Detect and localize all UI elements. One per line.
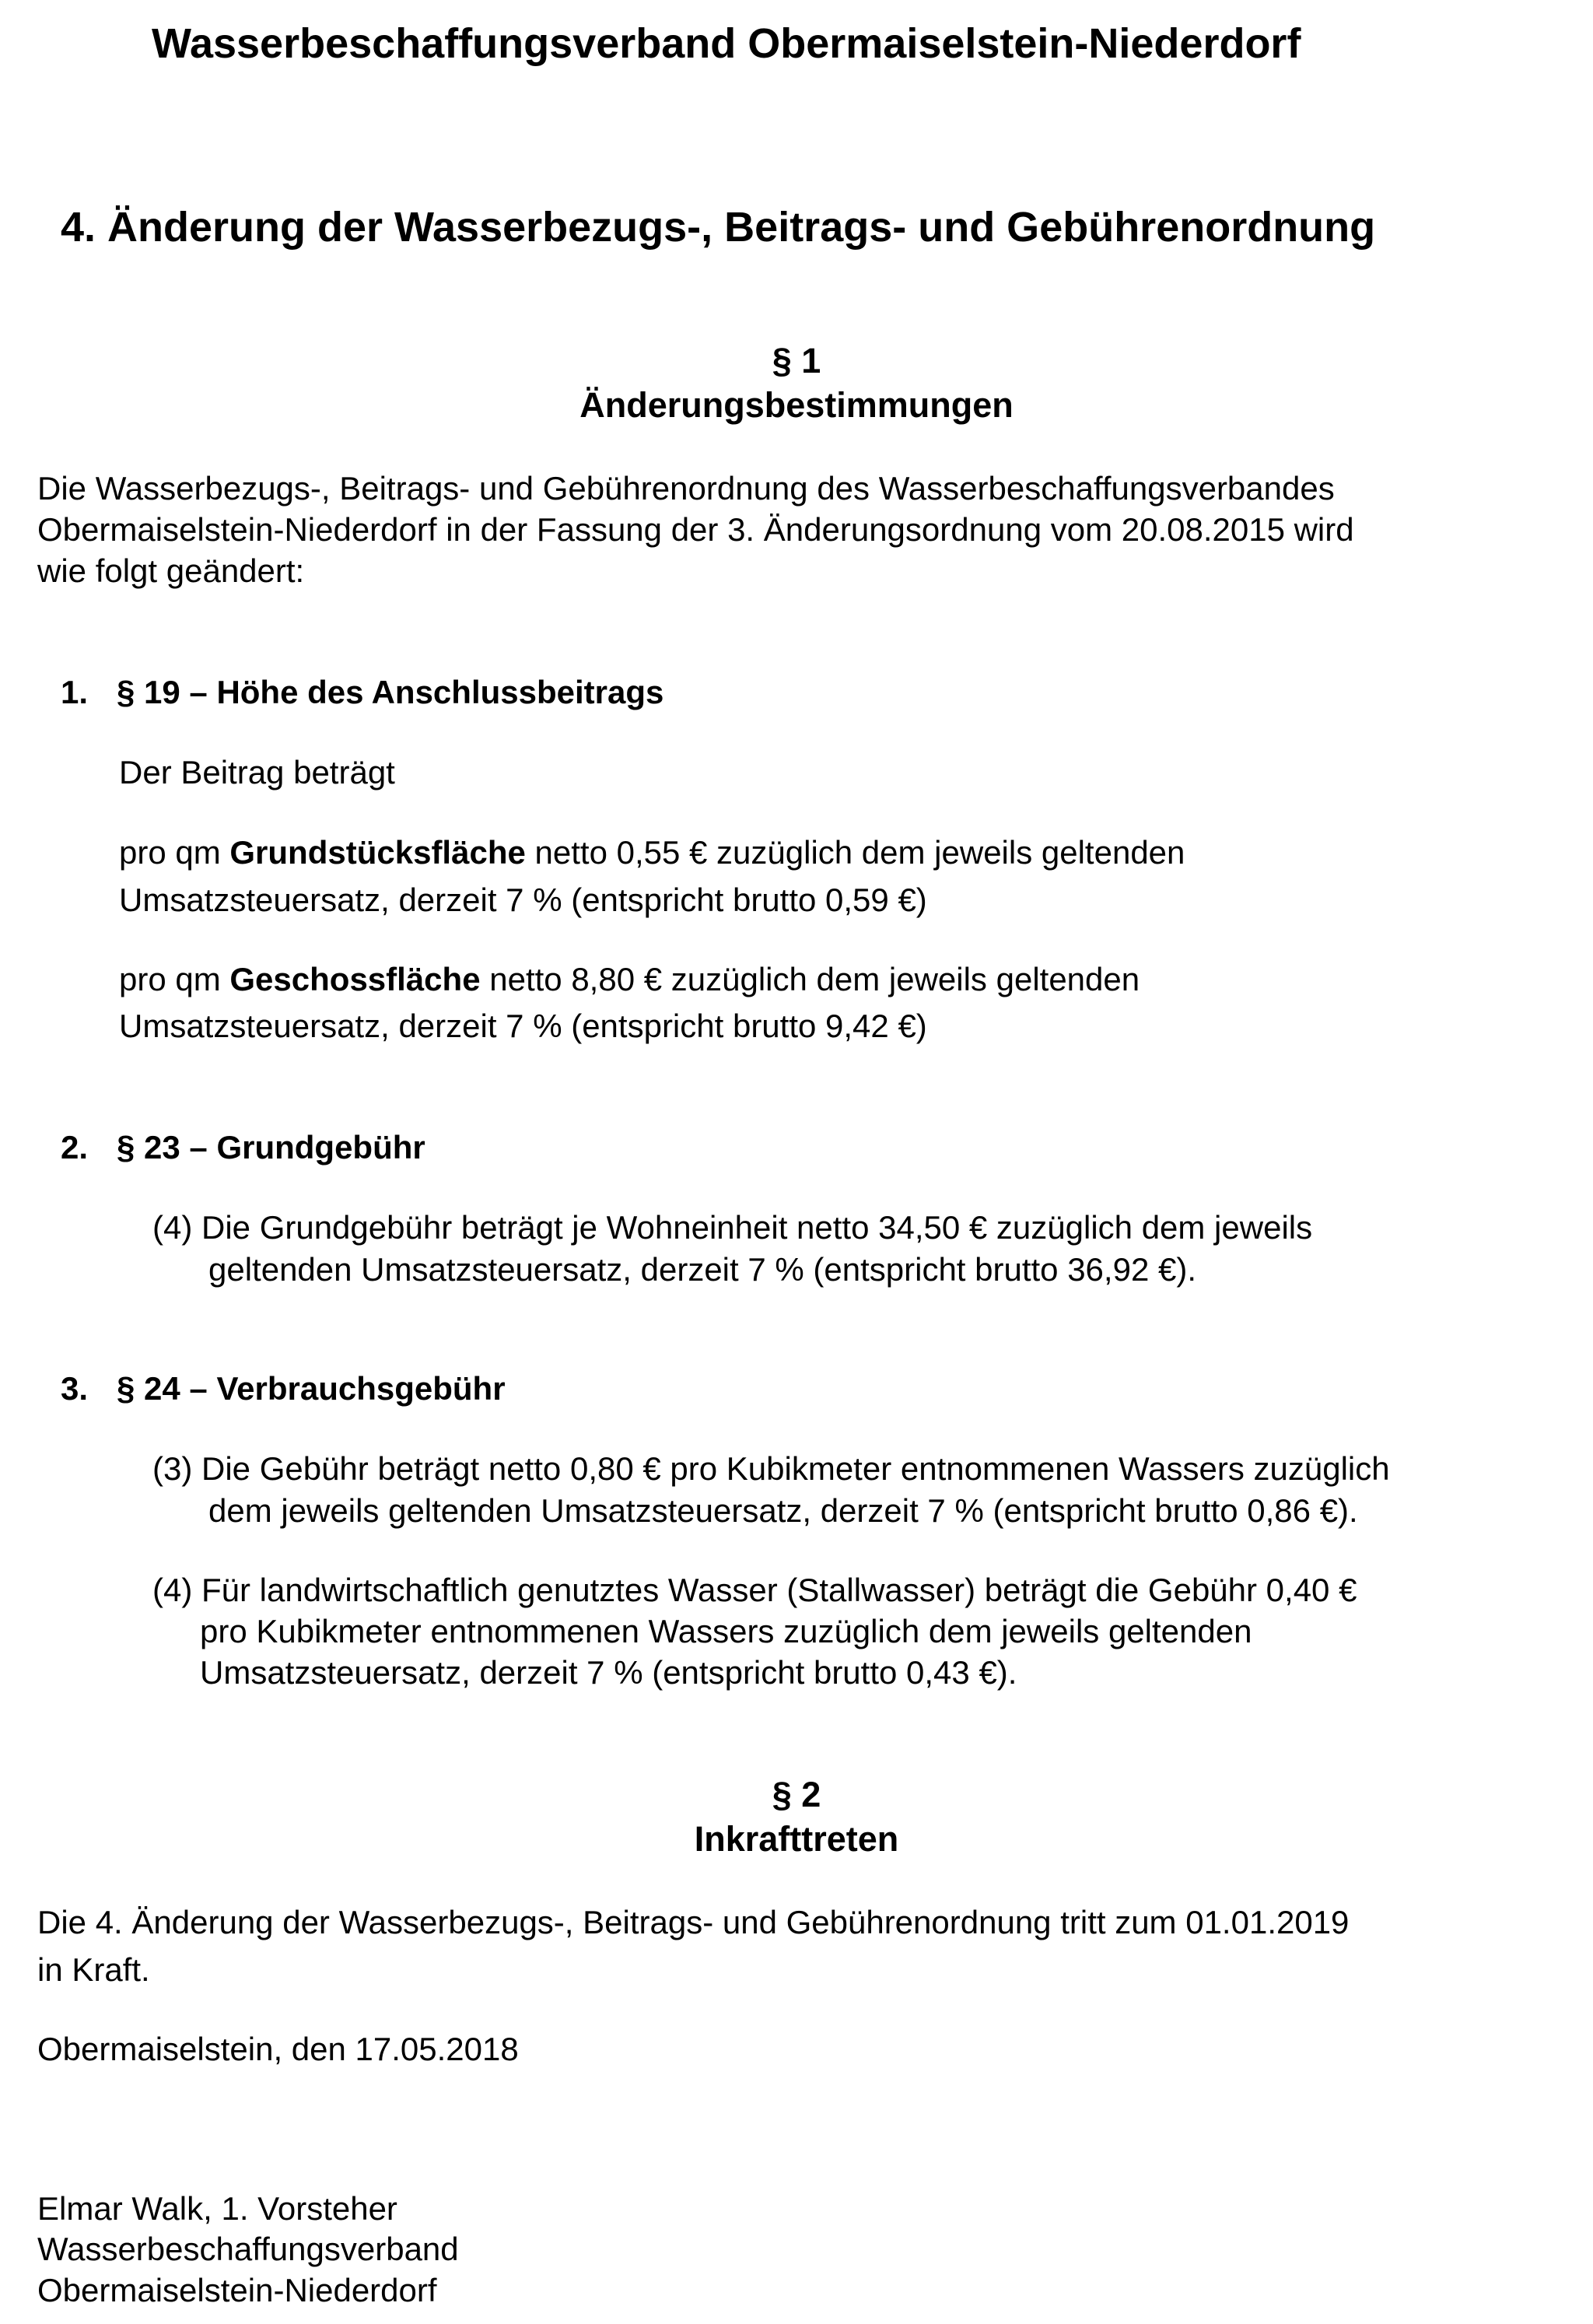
rate1-area-type: Grundstücksfläche bbox=[229, 834, 526, 871]
document-title: 4. Änderung der Wasserbezugs-, Beitrags- und Gebührenordnung bbox=[61, 204, 1376, 251]
signature-name: Elmar Walk, 1. Vorsteher bbox=[37, 2190, 397, 2227]
item3-para2-line2: pro Kubikmeter entnommenen Wassers zuzüglich dem jeweils geltenden bbox=[200, 1613, 1252, 1649]
item2-number: 2. bbox=[61, 1129, 89, 1166]
item3-heading: § 24 – Verbrauchsgebühr bbox=[117, 1370, 506, 1407]
item2-para-line1: (4) Die Grundgebühr beträgt je Wohneinheit netto 34,50 € zuzüglich dem jeweils bbox=[152, 1209, 1313, 1246]
item2-para-line2: geltenden Umsatzsteuersatz, derzeit 7 % (entspricht brutto 36,92 €). bbox=[208, 1251, 1196, 1288]
item1-heading: § 19 – Höhe des Anschlussbeitrags bbox=[117, 674, 664, 710]
item1-number: 1. bbox=[61, 674, 89, 710]
item3-para2-line3: Umsatzsteuersatz, derzeit 7 % (entspricht brutto 0,43 €). bbox=[200, 1654, 1017, 1691]
item2-heading: § 23 – Grundgebühr bbox=[117, 1129, 425, 1166]
rate2-area-type: Geschossfläche bbox=[229, 961, 481, 997]
rate2-prefix: pro qm bbox=[119, 961, 230, 997]
rate2-suffix: netto 8,80 € zuzüglich dem jeweils geltenden bbox=[480, 961, 1140, 997]
intro-line-2: Obermaiselstein-Niederdorf in der Fassung der 3. Änderungsordnung vom 20.08.2015 wird bbox=[37, 511, 1354, 548]
section2-number: § 2 bbox=[772, 1775, 821, 1814]
item3-para1-line1: (3) Die Gebühr beträgt netto 0,80 € pro Kubikmeter entnommenen Wassers zuzüglich bbox=[152, 1450, 1390, 1487]
signature-org-line1: Wasserbeschaffungsverband bbox=[37, 2231, 459, 2267]
intro-line-3: wie folgt geändert: bbox=[37, 552, 305, 589]
item1-lead: Der Beitrag beträgt bbox=[119, 754, 395, 790]
rate1-prefix: pro qm bbox=[119, 834, 230, 871]
section2-text-line1: Die 4. Änderung der Wasserbezugs-, Beitrags- und Gebührenordnung tritt zum 01.01.2019 bbox=[37, 1904, 1350, 1940]
item1-rate2-line1 bbox=[119, 957, 1140, 1002]
section2-heading: Inkrafttreten bbox=[694, 1819, 899, 1859]
item1-rate2-line2: Umsatzsteuersatz, derzeit 7 % (entspricht brutto 9,42 €) bbox=[119, 1008, 927, 1044]
place-date: Obermaiselstein, den 17.05.2018 bbox=[37, 2031, 519, 2067]
item3-para2-line1: (4) Für landwirtschaftlich genutztes Wasser (Stallwasser) beträgt die Gebühr 0,40 € bbox=[152, 1572, 1357, 1608]
item1-rate1-line2: Umsatzsteuersatz, derzeit 7 % (entspricht brutto 0,59 €) bbox=[119, 882, 927, 918]
organization-title: Wasserbeschaffungsverband Obermaiselstein-Niederdorf bbox=[152, 20, 1301, 67]
item1-rate1-line1 bbox=[119, 830, 1185, 875]
section1-number: § 1 bbox=[772, 341, 821, 380]
section2-text-line2: in Kraft. bbox=[37, 1951, 150, 1988]
item3-number: 3. bbox=[61, 1370, 89, 1407]
item3-para1-line2: dem jeweils geltenden Umsatzsteuersatz, derzeit 7 % (entspricht brutto 0,86 €). bbox=[208, 1492, 1358, 1529]
intro-line-1: Die Wasserbezugs-, Beitrags- und Gebührenordnung des Wasserbeschaffungsverbandes bbox=[37, 470, 1335, 507]
signature-org-line2: Obermaiselstein-Niederdorf bbox=[37, 2272, 437, 2308]
rate1-suffix: netto 0,55 € zuzüglich dem jeweils geltenden bbox=[525, 834, 1185, 871]
section1-heading: Änderungsbestimmungen bbox=[579, 385, 1014, 425]
